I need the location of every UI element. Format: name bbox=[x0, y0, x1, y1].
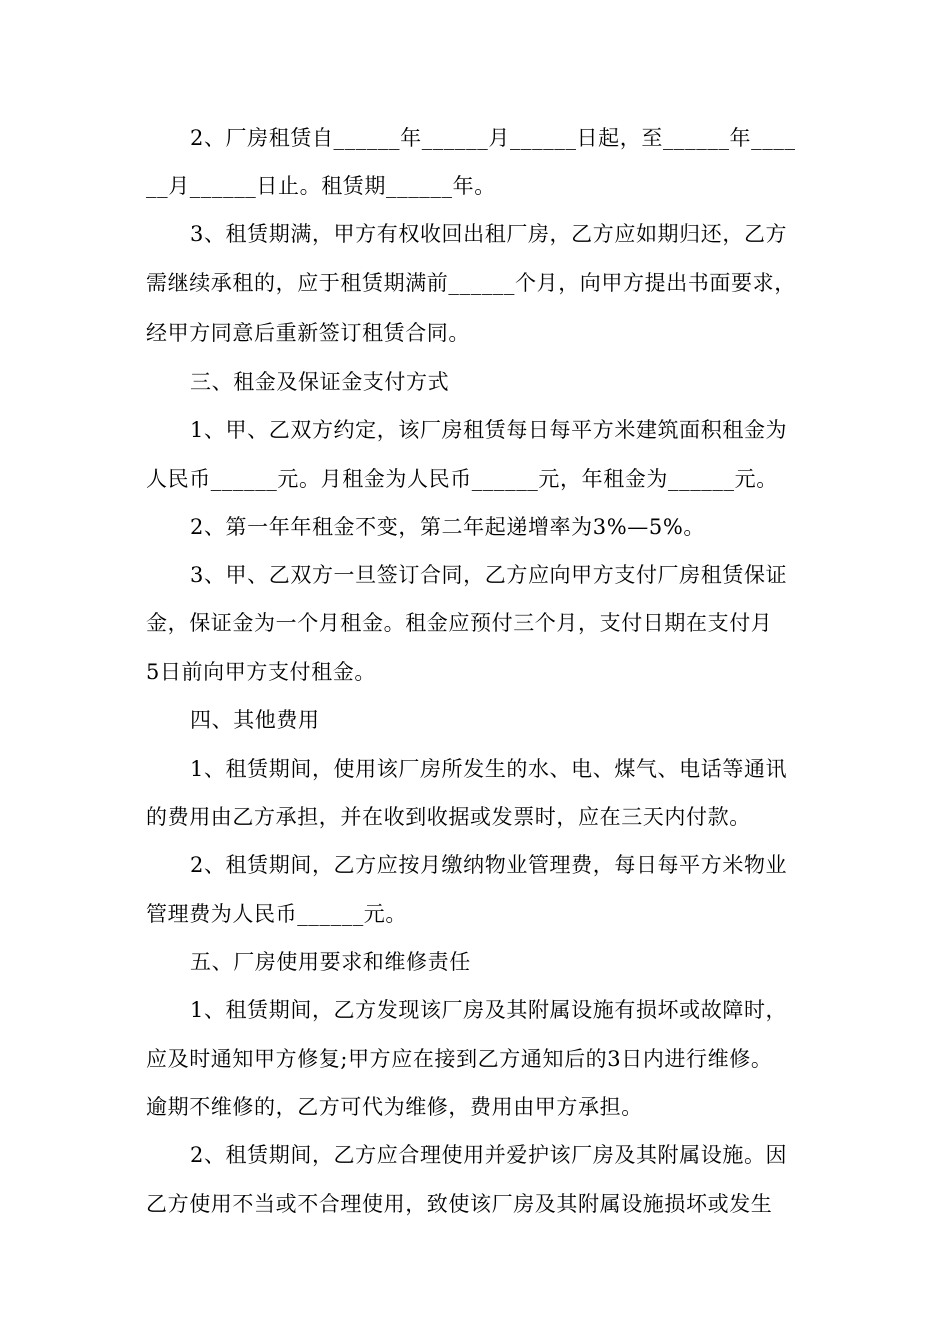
paragraph-line: 5日前向甲方支付租金。 bbox=[146, 660, 376, 684]
paragraph-line: 1、租赁期间，乙方发现该厂房及其附属设施有损坏或故障时， bbox=[190, 998, 788, 1022]
paragraph-line: 管理费为人民币______元。 bbox=[146, 902, 407, 926]
paragraph-line: 经甲方同意后重新签订租赁合同。 bbox=[146, 321, 470, 345]
paragraph-line: 3、甲、乙双方一旦签订合同，乙方应向甲方支付厂房租赁保证 bbox=[190, 563, 788, 587]
paragraph-line: 1、租赁期间，使用该厂房所发生的水、电、煤气、电话等通讯 bbox=[190, 757, 788, 781]
paragraph-line: 的费用由乙方承担，并在收到收据或发票时，应在三天内付款。 bbox=[146, 805, 751, 829]
paragraph-line: 2、租赁期间，乙方应按月缴纳物业管理费，每日每平方米物业 bbox=[190, 853, 788, 877]
paragraph-line: 应及时通知甲方修复;甲方应在接到乙方通知后的3日内进行维修。 bbox=[146, 1047, 773, 1071]
paragraph-line: 2、第一年年租金不变，第二年起递增率为3%—5%。 bbox=[190, 515, 705, 539]
paragraph-line: 金，保证金为一个月租金。租金应预付三个月，支付日期在支付月 bbox=[146, 611, 773, 635]
section-heading: 四、其他费用 bbox=[190, 708, 320, 732]
paragraph-line: __月______日止。租赁期______年。 bbox=[146, 174, 496, 198]
paragraph-line: 人民币______元。月租金为人民币______元，年租金为______元。 bbox=[146, 467, 778, 491]
paragraph-line: 乙方使用不当或不合理使用，致使该厂房及其附属设施损坏或发生 bbox=[146, 1192, 773, 1216]
paragraph-line: 1、甲、乙双方约定，该厂房租赁每日每平方米建筑面积租金为 bbox=[190, 418, 788, 442]
paragraph-line: 逾期不维修的，乙方可代为维修，费用由甲方承担。 bbox=[146, 1095, 643, 1119]
paragraph-line: 2、租赁期间，乙方应合理使用并爱护该厂房及其附属设施。因 bbox=[190, 1143, 788, 1167]
section-heading: 三、租金及保证金支付方式 bbox=[190, 370, 450, 394]
section-heading: 五、厂房使用要求和维修责任 bbox=[190, 950, 471, 974]
paragraph-line: 需继续承租的，应于租赁期满前______个月，向甲方提出书面要求， bbox=[146, 271, 796, 295]
paragraph-line: 2、厂房租赁自______年______月______日起，至______年____ bbox=[190, 126, 796, 150]
paragraph-line: 3、租赁期满，甲方有权收回出租厂房，乙方应如期归还，乙方 bbox=[190, 222, 788, 246]
